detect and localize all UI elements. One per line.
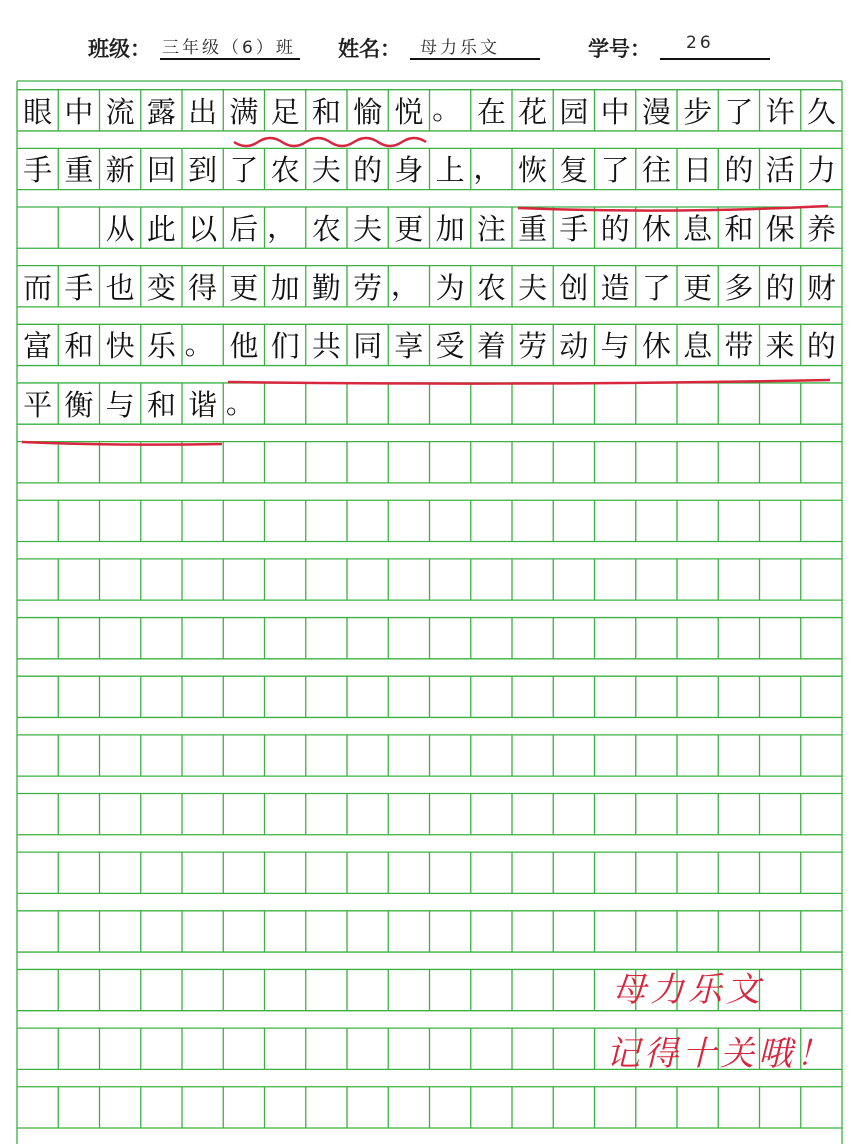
essay-character: 农 (311, 212, 341, 247)
essay-character: 足 (270, 94, 300, 129)
essay-character: 愉 (353, 94, 383, 129)
essay-character: 与 (600, 329, 630, 364)
handwritten-author-note: 母力乐文 (612, 970, 764, 1010)
punctuation-mark: ， (267, 209, 297, 244)
punctuation-mark: ， (473, 150, 503, 185)
essay-character: 和 (146, 388, 176, 423)
essay-character: 手 (559, 212, 589, 247)
essay-character: 更 (683, 270, 713, 305)
essay-character: 的 (600, 212, 630, 247)
class-label: 班级： (88, 37, 151, 61)
essay-character: 更 (229, 270, 259, 305)
essay-character: 夫 (518, 270, 548, 305)
essay-character: 园 (559, 94, 589, 129)
essay-character: 共 (311, 329, 341, 364)
punctuation-mark: 。 (432, 92, 462, 127)
essay-character: 快 (105, 329, 135, 364)
essay-character: 后 (229, 212, 259, 247)
essay-character: 的 (806, 329, 836, 364)
essay-character: 着 (476, 329, 506, 364)
essay-character: 的 (765, 270, 795, 305)
essay-character: 的 (724, 153, 754, 188)
essay-character: 也 (105, 270, 135, 305)
essay-character: 平 (23, 388, 53, 423)
essay-character: 加 (435, 212, 465, 247)
essay-character: 而 (23, 270, 53, 305)
essay-character: 注 (476, 212, 506, 247)
essay-character: 步 (683, 94, 713, 129)
essay-character: 勤 (311, 270, 341, 305)
essay-character: 保 (765, 212, 795, 247)
essay-character: 享 (394, 329, 424, 364)
essay-character: 财 (806, 270, 836, 305)
punctuation-mark: 。 (225, 385, 255, 420)
essay-character: 以 (188, 212, 218, 247)
essay-character: 劳 (353, 270, 383, 305)
name-value: 母力乐文 (420, 38, 500, 58)
essay-character: 更 (394, 212, 424, 247)
essay-character: 新 (105, 153, 135, 188)
essay-character: 劳 (518, 329, 548, 364)
essay-character: 满 (229, 94, 259, 129)
essay-character: 谐 (188, 388, 218, 423)
essay-character: 变 (146, 270, 176, 305)
essay-character: 往 (641, 153, 671, 188)
essay-character: 乐 (146, 329, 176, 364)
essay-character: 重 (64, 153, 94, 188)
punctuation-mark: 。 (184, 326, 214, 361)
essay-character: 夫 (311, 153, 341, 188)
essay-character: 漫 (641, 94, 671, 129)
essay-character: 中 (64, 94, 94, 129)
essay-character: 久 (806, 94, 836, 129)
essay-character: 日 (683, 153, 713, 188)
class-value: 三年级（6）班 (162, 38, 296, 58)
essay-character: 手 (23, 153, 53, 188)
essay-character: 复 (559, 153, 589, 188)
essay-character: 眼 (23, 94, 53, 129)
essay-character: 多 (724, 270, 754, 305)
punctuation-mark: ， (390, 268, 420, 303)
essay-character: 创 (559, 270, 589, 305)
essay-character: 受 (435, 329, 465, 364)
essay-character: 力 (806, 153, 836, 188)
essay-character: 同 (353, 329, 383, 364)
essay-character: 了 (600, 153, 630, 188)
essay-character: 休 (641, 329, 671, 364)
essay-character: 在 (476, 94, 506, 129)
essay-character: 手 (64, 270, 94, 305)
essay-character: 的 (353, 153, 383, 188)
essay-character: 重 (518, 212, 548, 247)
essay-character: 活 (765, 153, 795, 188)
essay-character: 出 (188, 94, 218, 129)
essay-character: 此 (146, 212, 176, 247)
essay-character: 衡 (64, 388, 94, 423)
essay-character: 来 (765, 329, 795, 364)
essay-character: 息 (683, 329, 713, 364)
essay-character: 了 (724, 94, 754, 129)
essay-character: 带 (724, 329, 754, 364)
essay-character: 流 (105, 94, 135, 129)
essay-character: 们 (270, 329, 300, 364)
underline-pingheng-hexie (22, 442, 222, 445)
essay-character: 与 (105, 388, 135, 423)
essay-character: 了 (641, 270, 671, 305)
name-label: 姓名： (338, 37, 401, 61)
essay-character: 恢 (518, 153, 548, 188)
essay-character: 了 (229, 153, 259, 188)
essay-character: 花 (518, 94, 548, 129)
essay-character: 和 (724, 212, 754, 247)
essay-character: 农 (270, 153, 300, 188)
wavy-underline-manzu-yuyue (234, 138, 426, 146)
essay-character: 上 (435, 153, 465, 188)
essay-character: 回 (146, 153, 176, 188)
essay-character: 养 (806, 212, 836, 247)
essay-character: 息 (683, 212, 713, 247)
essay-character: 身 (394, 153, 424, 188)
essay-character: 和 (64, 329, 94, 364)
essay-character: 得 (188, 270, 218, 305)
essay-character: 休 (641, 212, 671, 247)
essay-character: 中 (600, 94, 630, 129)
essay-character: 富 (23, 329, 53, 364)
essay-character: 动 (559, 329, 589, 364)
essay-character: 从 (105, 212, 135, 247)
essay-character: 造 (600, 270, 630, 305)
essay-character: 悦 (394, 94, 424, 129)
essay-character: 夫 (353, 212, 383, 247)
essay-character: 露 (146, 94, 176, 129)
student-id-value: 26 (686, 33, 714, 53)
essay-character: 到 (188, 153, 218, 188)
student-id-label: 学号： (588, 37, 651, 61)
essay-character: 为 (435, 270, 465, 305)
essay-character: 和 (311, 94, 341, 129)
essay-character: 许 (765, 94, 795, 129)
essay-character: 他 (229, 329, 259, 364)
essay-character: 加 (270, 270, 300, 305)
handwritten-follow-note: 记得十关哦！ (606, 1034, 834, 1074)
essay-character: 农 (476, 270, 506, 305)
